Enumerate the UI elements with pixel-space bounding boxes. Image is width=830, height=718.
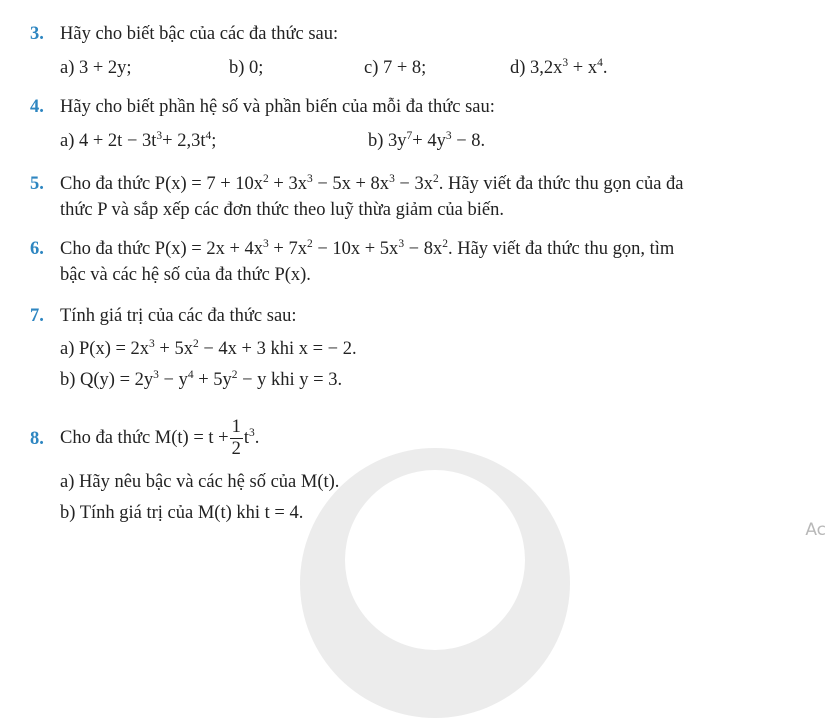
- q3-option-a: a) 3 + 2y;: [60, 58, 132, 78]
- question-number: 7.: [30, 306, 44, 326]
- question-text-continued: bậc và các hệ số của đa thức P(x).: [60, 265, 311, 285]
- question-number: 4.: [30, 97, 44, 117]
- fraction-one-half: $\frac{1}{2}$: [231, 417, 241, 459]
- question-text: Tính giá trị của các đa thức sau:: [60, 306, 297, 326]
- q7-option-a: a) $P(x) = 2x^3 + 5x^2 - 4x + 3$ khi x = − 2.: [60, 338, 357, 359]
- question-8: [0, 418, 830, 474]
- q8-option-a: a) Hãy nêu bậc và các hệ số của M(t).: [60, 472, 340, 492]
- watermark-ring-inner: [345, 470, 525, 650]
- q7-option-b: b) $Q(y) = 2y^3 - y^4 + 5y^2 - y$ khi y = 3.: [60, 369, 343, 390]
- question-text: Cho đa thức M(t) = t + $\frac{1}{2}$ $t^3$.: [60, 417, 260, 459]
- question-text: Cho đa thức $P(x) = 7 + 10x^2 + 3x^3 - 5x + 8x^3 - 3x^2$. Hãy viết đa thức thu gọn của đa: [60, 173, 684, 194]
- q8-option-b: b) Tính giá trị của M(t) khi t = 4.: [60, 503, 304, 523]
- question-number: 3.: [30, 24, 44, 44]
- q4-option-a: a) $4 + 2t - 3t^3+ 2,3t^4$;: [60, 130, 217, 151]
- question-number: 5.: [30, 174, 44, 194]
- question-text: Hãy cho biết phần hệ số và phần biến của mỗi đa thức sau:: [60, 97, 495, 117]
- q4-option-b: b) $3y^7+ 4y^3 - 8$.: [368, 130, 486, 151]
- q3-option-c: c) 7 + 8;: [364, 58, 427, 78]
- question-text: Hãy cho biết bậc của các đa thức sau:: [60, 24, 339, 44]
- activation-watermark-text: Ac: [805, 520, 826, 540]
- q3-option-b: b) 0;: [229, 58, 264, 78]
- q3-option-d: d) $3,2x^3 + x^4$.: [510, 57, 608, 78]
- question-text-continued: thức P và sắp xếp các đơn thức theo luỹ thừa giảm của biến.: [60, 200, 504, 220]
- question-text: Cho đa thức $P(x) = 2x + 4x^3 + 7x^2 - 10x + 5x^3 - 8x^2$. Hãy viết đa thức thu gọn, tìm: [60, 238, 675, 259]
- question-number: 6.: [30, 239, 44, 259]
- question-number: 8.: [30, 429, 44, 449]
